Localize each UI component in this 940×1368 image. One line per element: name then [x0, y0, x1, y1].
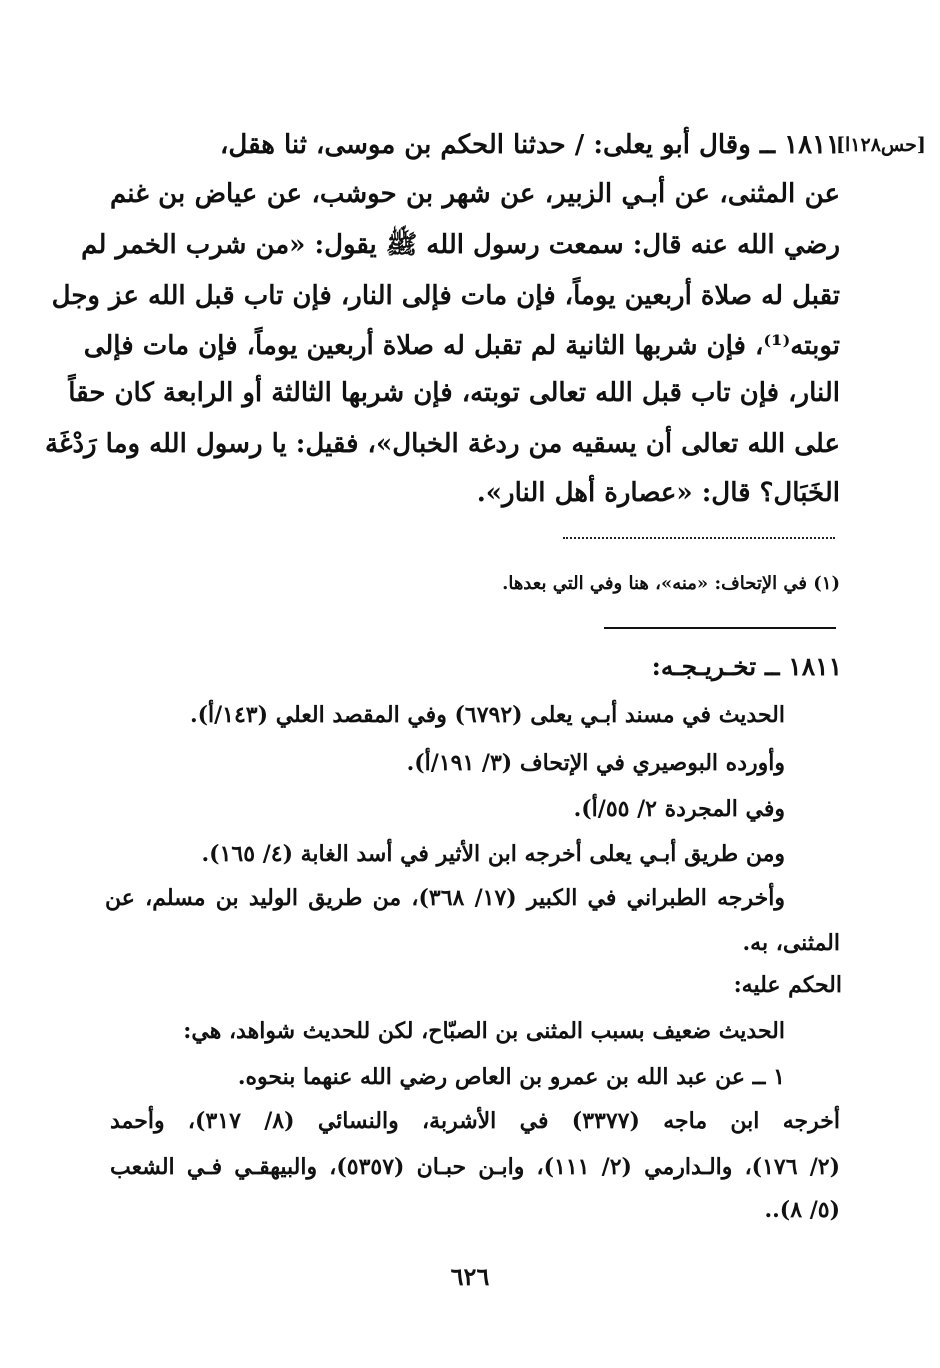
- takhrij-line-3: وفي المجردة ٢/ ٥٥/أ).: [573, 796, 785, 822]
- takhrij-line-1: الحديث في مسند أبـي يعلى (٦٧٩٢) وفي المقصد العلي (١٤٣/أ).: [189, 702, 785, 728]
- footnote-separator: [563, 537, 835, 539]
- hadith-line-3: رضي الله عنه قال: سمعت رسول الله ﷺ يقول: «من شرب الخمر لم: [81, 230, 840, 260]
- section-rule: [604, 627, 836, 629]
- takhrij-line-4: ومن طريق أبـي يعلى أخرجه ابن الأثير في أسد الغابة (٤/ ١٦٥).: [201, 841, 785, 867]
- takhrij-line-2: وأورده البوصيري في الإتحاف (٣/ ١٩١/أ).: [406, 750, 785, 776]
- hadith-line-2: عن المثنى، عن أبـي الزبير، عن شهر بن حوشب، عن عياض بن غنم: [110, 179, 840, 209]
- hadith-line-7: على الله تعالى أن يسقيه من ردغة الخبال»، فقيل: يا رسول الله وما رَدْغَة: [44, 429, 840, 459]
- hadith-line-4: تقبل له صلاة أربعين يوماً، فإن مات فإلى النار، فإن تاب قبل الله عز وجل: [51, 281, 840, 311]
- footnote: (١) في الإتحاف: «منه»، هنا وفي التي بعدها.: [502, 573, 840, 594]
- margin-reference: [حس١٢٨ا]: [836, 134, 926, 156]
- takhrij-line-6: المثنى، به.: [742, 930, 840, 956]
- hadith-line-6: النار، فإن تاب قبل الله تعالى توبته، فإن شربها الثالثة أو الرابعة كان حقاً: [68, 378, 840, 408]
- hadith-line-1: ١٨١١ ــ وقال أبو يعلى: / حدثنا الحكم بن موسى، ثنا هقل،: [219, 130, 840, 160]
- page-number: ٦٢٦: [450, 1262, 490, 1291]
- hukm-line-3: أخرجه ابن ماجه (٣٣٧٧) في الأشربة، والنسائي (٨/ ٣١٧)، وأحمد: [110, 1108, 840, 1134]
- hukm-line-1: الحديث ضعيف بسبب المثنى بن الصبّاح، لكن للحديث شواهد، هي:: [183, 1018, 785, 1044]
- hadith-line-5: توبته⁽¹⁾، فإن شربها الثانية لم تقبل له صلاة أربعين يوماً، فإن مات فإلى: [83, 331, 840, 361]
- takhrij-heading: ١٨١١ ــ تخـريـجـه:: [651, 652, 842, 681]
- hukm-heading: الحكم عليه:: [733, 972, 842, 998]
- hukm-line-5: (٥/ ٨)..: [764, 1197, 840, 1223]
- takhrij-line-5: وأخرجه الطبراني في الكبير (١٧/ ٣٦٨)، من طريق الوليد بن مسلم، عن: [105, 885, 785, 911]
- hadith-line-8: الخَبَال؟ قال: «عصارة أهل النار».: [476, 478, 840, 508]
- hukm-line-2: ١ ــ عن عبد الله بن عمرو بن العاص رضي الله عنهما بنحوه.: [237, 1064, 785, 1090]
- hukm-line-4: (٢/ ١٧٦)، والـدارمي (٢/ ١١١)، وابـن حبـان (٥٣٥٧)، والبيهقـي فـي الشعب: [110, 1154, 841, 1180]
